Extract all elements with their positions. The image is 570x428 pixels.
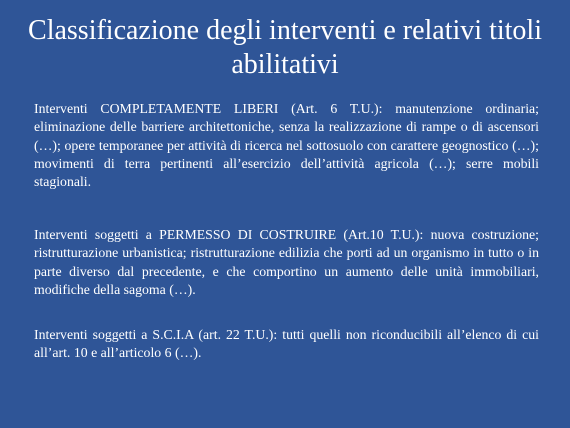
paragraph-permesso-di-costruire: Interventi soggetti a PERMESSO DI COSTRUIRE (Art.10 T.U.): nuova costruzione; ristrutturazione urbanistica; ristrutturazione edilizia che porti ad un organismo in tutto o in parte diverso dal precedente, e che comportino un aumento delle unità immobiliari, modifiche della sagoma (…). [34, 227, 539, 297]
slide-title: Classificazione degli interventi e relativi titoli abilitativi [28, 15, 542, 80]
paragraph-interventi-liberi: Interventi COMPLETAMENTE LIBERI (Art. 6 T.U.): manutenzione ordinaria; eliminazione delle barriere architettoniche, senza la realizzazione di rampe o di ascensori (…); opere temporanee per attività di ricerca nel sottosuolo con carattere geognostico (…); movimenti di terra pertinenti all’esercizio dell’attività agricola (…); serre mobili stagionali. [34, 101, 539, 190]
paragraph-scia: Interventi soggetti a S.C.I.A (art. 22 T.U.): tutti quelli non riconducibili all’elenco di cui all’art. 10 e all’articolo 6 (…). [34, 327, 539, 361]
